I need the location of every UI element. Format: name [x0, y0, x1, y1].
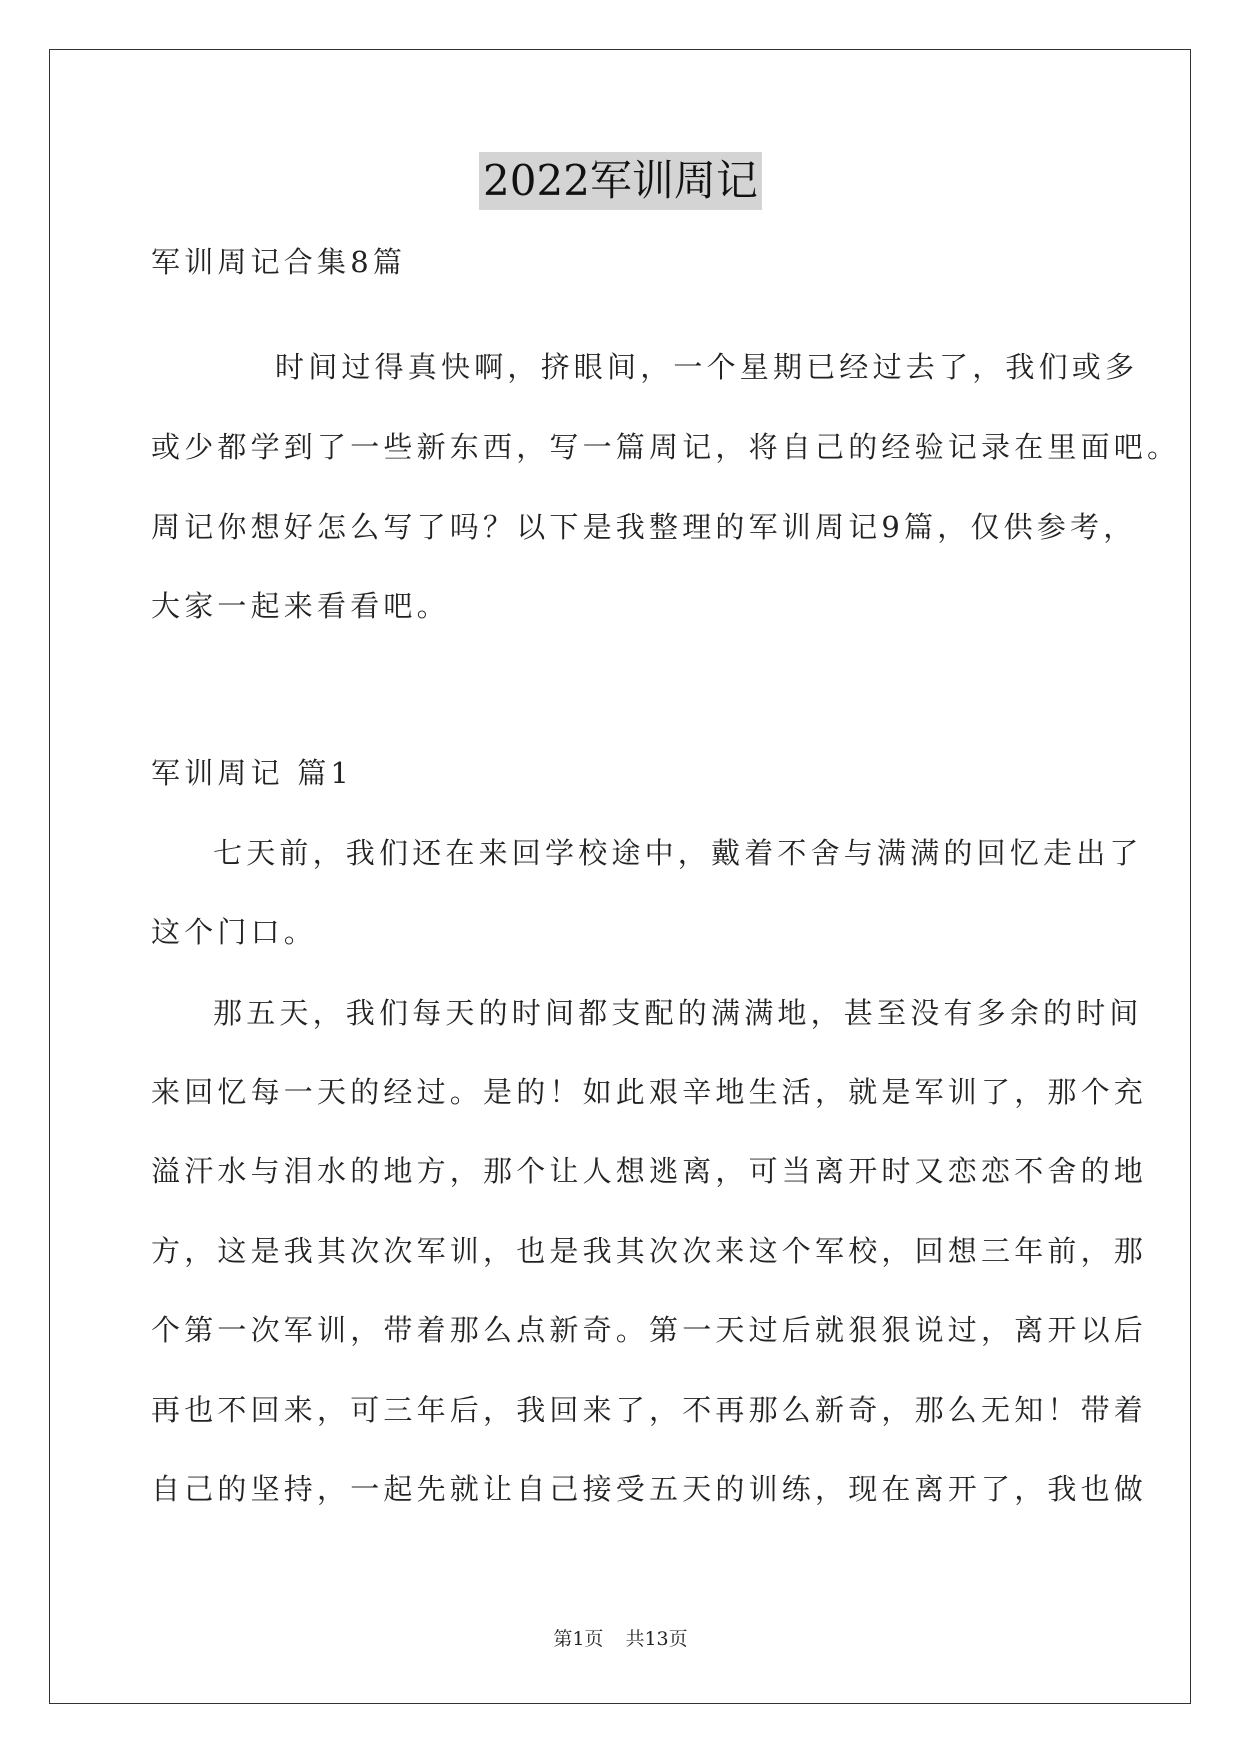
document-subtitle: 军训周记合集8篇 — [151, 245, 407, 279]
intro-line-4: 大家一起来看看吧。 — [151, 589, 450, 623]
para2-line-7: 自己的坚持，一起先就让自己接受五天的训练，现在离开了，我也做 — [151, 1472, 1148, 1506]
para2-line-6: 再也不回来，可三年后，我回来了，不再那么新奇，那么无知！带着 — [151, 1393, 1148, 1427]
intro-line-2: 或少都学到了一些新东西，写一篇周记，将自己的经验记录在里面吧。 — [151, 430, 1181, 464]
para2-line-4: 方，这是我其次次军训，也是我其次次来这个军校，回想三年前，那 — [151, 1234, 1148, 1268]
para1-line-2: 这个门口。 — [151, 915, 318, 949]
para2-line-5: 个第一次军训，带着那么点新奇。第一天过后就狠狠说过，离开以后 — [151, 1313, 1148, 1347]
page-border — [49, 49, 1191, 1704]
title-container — [0, 152, 1241, 210]
para2-line-2: 来回忆每一天的经过。是的！如此艰辛地生活，就是军训了，那个充 — [151, 1075, 1148, 1109]
intro-line-1: 时间过得真快啊，挤眼间，一个星期已经过去了，我们或多 — [275, 350, 1139, 384]
page-number: 第1页 — [553, 1628, 604, 1650]
page-total: 共13页 — [625, 1628, 688, 1650]
intro-line-3: 周记你想好怎么写了吗？以下是我整理的军训周记9篇，仅供参考， — [151, 510, 1137, 544]
page-footer — [0, 1626, 1241, 1652]
para2-line-3: 溢汗水与泪水的地方，那个让人想逃离，可当离开时又恋恋不舍的地 — [151, 1154, 1148, 1188]
para1-line-1: 七天前，我们还在来回学校途中，戴着不舍与满满的回忆走出了 — [213, 836, 1143, 870]
document-title: 2022军训周记 — [479, 152, 762, 210]
section-heading: 军训周记 篇1 — [151, 756, 354, 790]
para2-line-1: 那五天，我们每天的时间都支配的满满地，甚至没有多余的时间 — [213, 996, 1143, 1030]
